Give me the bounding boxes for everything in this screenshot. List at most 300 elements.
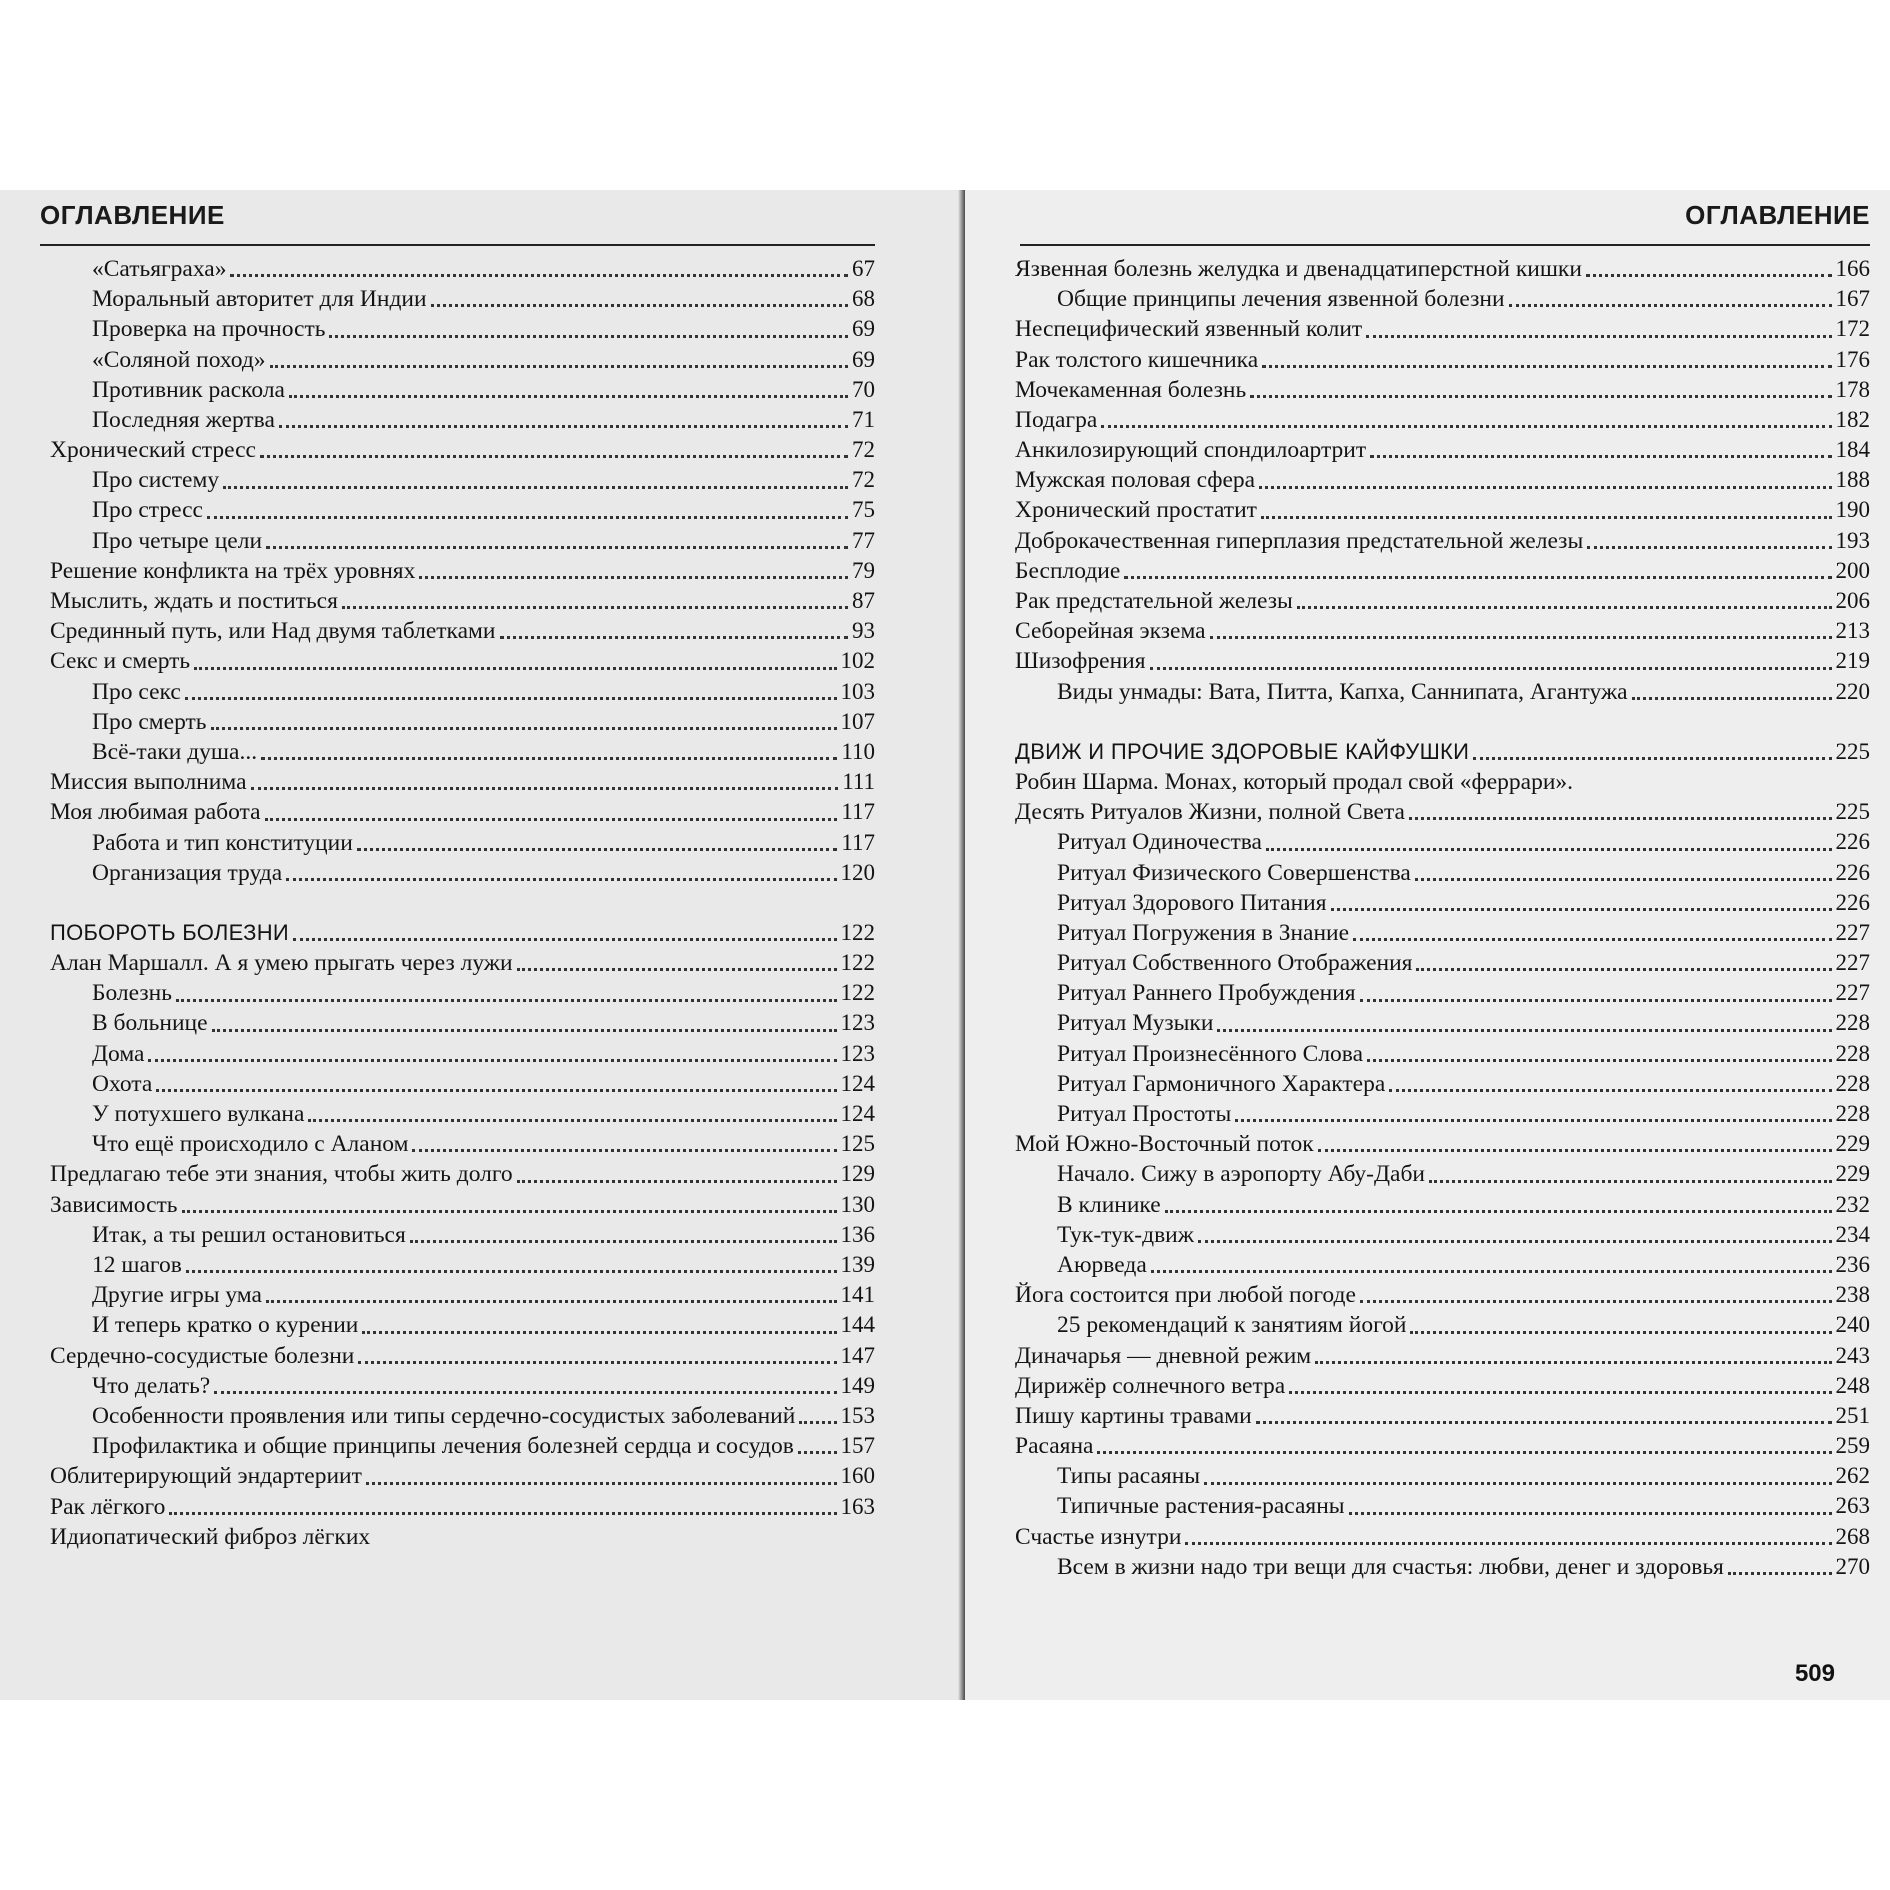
toc-entry-page: 228 <box>1835 1101 1870 1127</box>
toc-entry-page: 234 <box>1835 1221 1870 1247</box>
toc-entry <box>50 1461 875 1491</box>
toc-entry <box>1015 1552 1870 1582</box>
dot-leader <box>1151 1270 1832 1273</box>
toc-entry <box>1015 616 1870 646</box>
toc-entry-title: Мой Южно-Восточный поток <box>1015 1131 1314 1158</box>
toc-entry-page: 129 <box>840 1161 875 1187</box>
toc-entry-title: И теперь кратко о курении <box>92 1312 359 1339</box>
dot-leader <box>1097 1451 1831 1454</box>
toc-entry-page: 69 <box>852 346 875 372</box>
toc-entry-title: Работа и тип конституции <box>92 829 353 856</box>
toc-entry-title: Про смерть <box>92 708 207 735</box>
toc-entry <box>50 828 875 858</box>
right-page <box>965 190 1890 1700</box>
toc-entry-title: 25 рекомендаций к занятиям йогой <box>1057 1312 1407 1339</box>
toc-entry-title: Итак, а ты решил остановиться <box>92 1221 406 1248</box>
toc-entry-title: Виды унмады: Вата, Питта, Капха, Саннипата, Агантужа <box>1057 678 1628 705</box>
toc-entry-page: 120 <box>840 859 875 885</box>
toc-entry <box>50 767 875 797</box>
toc-entry-page: 149 <box>840 1372 875 1398</box>
toc-entry-page: 206 <box>1835 588 1870 614</box>
dot-leader <box>293 938 837 941</box>
dot-leader <box>431 304 848 307</box>
dot-leader <box>279 425 848 428</box>
dot-leader <box>1315 1361 1831 1364</box>
dot-leader <box>1217 1029 1831 1032</box>
toc-entry-page: 232 <box>1835 1191 1870 1217</box>
toc-entry-page: 153 <box>840 1402 875 1428</box>
toc-entry-page: 87 <box>852 588 875 614</box>
dot-leader <box>1415 878 1832 881</box>
toc-entry-title: Аюрведа <box>1057 1251 1147 1278</box>
dot-leader <box>358 1361 836 1364</box>
dot-leader <box>342 606 848 609</box>
toc-entry-page: 193 <box>1835 527 1870 553</box>
toc-entry-page: 263 <box>1835 1493 1870 1519</box>
toc-entry <box>1015 888 1870 918</box>
dot-leader <box>207 516 848 519</box>
toc-entry <box>50 526 875 556</box>
toc-entry-page: 122 <box>840 980 875 1006</box>
toc-entry <box>1015 586 1870 616</box>
dot-leader <box>265 818 838 821</box>
toc-entry-title: Что делать? <box>92 1372 211 1399</box>
toc-entry-title: Счастье изнутри <box>1015 1523 1182 1550</box>
toc-entry-page: 270 <box>1835 1553 1870 1579</box>
dot-leader <box>289 395 848 398</box>
dot-leader <box>156 1089 836 1092</box>
toc-entry-page: 213 <box>1835 618 1870 644</box>
toc-entry <box>50 586 875 616</box>
toc-entry <box>1015 646 1870 676</box>
toc-entry-page: 68 <box>852 286 875 312</box>
toc-entry <box>1015 1009 1870 1039</box>
toc-entry <box>50 1522 875 1552</box>
toc-section-entry <box>1015 737 1870 767</box>
toc-entry <box>1015 435 1870 465</box>
toc-entry <box>50 1401 875 1431</box>
dot-leader <box>260 455 848 458</box>
toc-entry-title: Особенности проявления или типы сердечно-сосудистых заболеваний <box>92 1402 796 1429</box>
dot-leader <box>1204 1482 1831 1485</box>
toc-entry-page: 130 <box>840 1191 875 1217</box>
toc-entry <box>50 858 875 888</box>
dot-leader <box>185 697 837 700</box>
dot-leader <box>261 757 837 760</box>
toc-entry <box>50 1492 875 1522</box>
dot-leader <box>251 787 839 790</box>
toc-entry-page: 229 <box>1835 1131 1870 1157</box>
toc-entry-page: 225 <box>1835 799 1870 825</box>
toc-entry-page: 67 <box>852 255 875 281</box>
toc-entry-title: Другие игры ума <box>92 1282 262 1309</box>
toc-entry-page: 167 <box>1835 286 1870 312</box>
dot-leader <box>1509 304 1832 307</box>
toc-entry-page: 110 <box>841 738 875 764</box>
toc-entry-title: Общие принципы лечения язвенной болезни <box>1057 286 1505 313</box>
toc-entry-page: 229 <box>1835 1161 1870 1187</box>
toc-entry <box>50 1009 875 1039</box>
toc-entry-title: Язвенная болезнь желудка и двенадцатиперстной кишки <box>1015 255 1582 282</box>
toc-entry <box>50 1190 875 1220</box>
toc-entry-page: 102 <box>840 648 875 674</box>
toc-entry-page: 200 <box>1835 557 1870 583</box>
toc-entry-title: Себорейная экзема <box>1015 618 1206 645</box>
dot-leader <box>1262 365 1831 368</box>
toc-entry <box>1015 556 1870 586</box>
dot-leader <box>266 1300 837 1303</box>
dot-leader <box>412 1149 836 1152</box>
toc-entry-title: Ритуал Раннего Пробуждения <box>1057 980 1356 1007</box>
toc-entry-page: 107 <box>840 708 875 734</box>
dot-leader <box>223 486 848 489</box>
toc-entry-title: Анкилозирующий спондилоартрит <box>1015 437 1367 464</box>
toc-entry-title: Подагра <box>1015 406 1098 433</box>
toc-entry-title: В клинике <box>1057 1191 1161 1218</box>
dot-leader <box>1410 1331 1831 1334</box>
dot-leader <box>410 1240 837 1243</box>
toc-entry-title: Зависимость <box>50 1191 178 1218</box>
toc-entry-page: 188 <box>1835 467 1870 493</box>
toc-entry-page: 238 <box>1835 1282 1870 1308</box>
dot-leader <box>1366 335 1831 338</box>
toc-entry-page: 226 <box>1835 859 1870 885</box>
dot-leader <box>286 878 836 881</box>
toc-entry-page: 77 <box>852 527 875 553</box>
toc-entry-page: 93 <box>852 618 875 644</box>
toc-entry <box>50 1159 875 1189</box>
dot-leader <box>266 546 848 549</box>
toc-entry-title: Секс и смерть <box>50 648 191 675</box>
toc-entry <box>1015 1431 1870 1461</box>
toc-entry <box>1015 948 1870 978</box>
toc-entry-page: 69 <box>852 316 875 342</box>
toc-entry <box>1015 1190 1870 1220</box>
toc-section-entry <box>50 918 875 948</box>
toc-entry-title: Мочекаменная болезнь <box>1015 376 1247 403</box>
dot-leader <box>1250 395 1831 398</box>
dot-leader <box>270 365 848 368</box>
dot-leader <box>186 1270 837 1273</box>
toc-entry <box>1015 1099 1870 1129</box>
toc-entry-title: Мыслить, ждать и поститься <box>50 588 338 615</box>
toc-entry <box>1015 1522 1870 1552</box>
toc-entry-page: 122 <box>840 919 875 945</box>
toc-entry <box>50 1341 875 1371</box>
toc-entry-page: 259 <box>1835 1433 1870 1459</box>
book-spread <box>0 190 1890 1700</box>
toc-entry <box>1015 1461 1870 1491</box>
dot-leader <box>1235 1119 1831 1122</box>
toc-entry-title: Диначарья — дневной режим <box>1015 1342 1312 1369</box>
toc-entry-title: 12 шагов <box>92 1251 182 1278</box>
toc-entry <box>50 737 875 767</box>
toc-entry <box>50 284 875 314</box>
dot-leader <box>1389 1089 1831 1092</box>
toc-entry <box>1015 375 1870 405</box>
toc-entry <box>50 1069 875 1099</box>
toc-entry-page: 72 <box>852 437 875 463</box>
toc-entry <box>1015 1280 1870 1310</box>
toc-entry <box>50 405 875 435</box>
toc-entry-page: 75 <box>852 497 875 523</box>
dot-leader <box>798 1451 837 1454</box>
dot-leader <box>1728 1572 1832 1575</box>
toc-entry <box>1015 1159 1870 1189</box>
dot-leader <box>1289 1391 1831 1394</box>
toc-entry-page: 141 <box>840 1282 875 1308</box>
dot-leader <box>1101 425 1831 428</box>
toc-entry-title: Про стресс <box>92 497 203 524</box>
toc-entry-page: 144 <box>840 1312 875 1338</box>
dot-leader <box>194 667 836 670</box>
toc-entry-page: 182 <box>1835 406 1870 432</box>
toc-entry <box>1015 314 1870 344</box>
toc-entry <box>1015 918 1870 948</box>
toc-entry-title: Ритуал Произнесённого Слова <box>1057 1040 1364 1067</box>
toc-entry-page: 122 <box>840 950 875 976</box>
toc-entry-title: Что ещё происходило с Аланом <box>92 1131 409 1158</box>
running-head: ОГЛАВЛЕНИЕ <box>1685 200 1870 230</box>
toc-entry <box>1015 767 1870 797</box>
toc-entry-title: Начало. Сижу в аэропорту Абу-Даби <box>1057 1161 1426 1188</box>
dot-leader <box>517 1180 837 1183</box>
toc-entry-title: Ритуал Погружения в Знание <box>1057 919 1350 946</box>
toc-entry <box>50 707 875 737</box>
dot-leader <box>419 576 848 579</box>
toc-entry-page: 243 <box>1835 1342 1870 1368</box>
toc-entry-page: 125 <box>840 1131 875 1157</box>
toc-entry-title: Срединный путь, или Над двумя таблетками <box>50 618 496 645</box>
dot-leader <box>230 274 848 277</box>
toc-entry <box>1015 978 1870 1008</box>
toc-entry-title: Моя любимая работа <box>50 799 261 826</box>
dot-leader <box>1360 999 1832 1002</box>
toc-entry-title: Проверка на прочность <box>92 316 326 343</box>
toc-entry-title: Про четыре цели <box>92 527 263 554</box>
toc-entry <box>50 1129 875 1159</box>
toc-entry <box>50 616 875 646</box>
toc-entry-title: ПОБОРОТЬ БОЛЕЗНИ <box>50 919 289 945</box>
dot-leader <box>1370 455 1831 458</box>
toc-entry-page: 228 <box>1835 1040 1870 1066</box>
dot-leader <box>1587 546 1831 549</box>
toc-entry-title: Миссия выполнима <box>50 769 247 796</box>
toc-entry <box>1015 858 1870 888</box>
dot-leader <box>1416 968 1831 971</box>
dot-leader <box>362 1331 836 1334</box>
toc-entry <box>1015 827 1870 857</box>
toc-entry-page: 228 <box>1835 1010 1870 1036</box>
toc-entry-page: 147 <box>840 1342 875 1368</box>
toc-entry <box>50 1431 875 1461</box>
header-rule <box>1020 244 1870 246</box>
toc-entry-title: Организация труда <box>92 859 283 886</box>
dot-leader <box>1185 1542 1831 1545</box>
toc-list <box>50 254 875 1552</box>
left-page <box>0 190 965 1700</box>
toc-entry-title: Решение конфликта на трёх уровнях <box>50 557 416 584</box>
dot-leader <box>500 636 849 639</box>
toc-entry <box>1015 496 1870 526</box>
toc-entry-page: 72 <box>852 467 875 493</box>
toc-entry-title: Рак лёгкого <box>50 1493 166 1520</box>
toc-entry <box>50 465 875 495</box>
toc-entry <box>50 1280 875 1310</box>
toc-entry-page: 176 <box>1835 346 1870 372</box>
toc-entry <box>1015 465 1870 495</box>
dot-leader <box>169 1512 836 1515</box>
toc-entry-title: Дома <box>92 1040 145 1067</box>
header-rule <box>40 244 875 246</box>
toc-entry-title: Ритуал Одиночества <box>1057 829 1262 856</box>
toc-entry <box>1015 677 1870 707</box>
dot-leader <box>1318 1149 1832 1152</box>
toc-entry <box>50 797 875 827</box>
toc-entry <box>50 1371 875 1401</box>
toc-entry-page: 103 <box>840 678 875 704</box>
dot-leader <box>1331 908 1832 911</box>
toc-entry <box>50 375 875 405</box>
toc-entry-title: Сердечно-сосудистые болезни <box>50 1342 355 1369</box>
toc-entry-title: Ритуал Гармоничного Характера <box>1057 1070 1386 1097</box>
toc-entry-title: Про секс <box>92 678 181 705</box>
toc-entry-page: 240 <box>1835 1312 1870 1338</box>
toc-entry-page: 227 <box>1835 950 1870 976</box>
dot-leader <box>308 1119 836 1122</box>
toc-entry-page: 172 <box>1835 316 1870 342</box>
toc-entry-title: Неспецифический язвенный колит <box>1015 316 1363 343</box>
dot-leader <box>1367 1059 1831 1062</box>
dot-leader <box>517 968 837 971</box>
dot-leader <box>1409 817 1832 820</box>
toc-entry-title: Типы расаяны <box>1057 1463 1201 1490</box>
dot-leader <box>148 1059 836 1062</box>
toc-entry-title: Йога состоится при любой погоде <box>1015 1282 1356 1309</box>
dot-leader <box>1165 1210 1832 1213</box>
toc-entry-title: Рак толстого кишечника <box>1015 346 1259 373</box>
toc-entry-title: Десять Ритуалов Жизни, полной Света <box>1015 799 1405 826</box>
toc-entry-page: 124 <box>840 1070 875 1096</box>
toc-entry <box>1015 254 1870 284</box>
dot-leader <box>176 999 837 1002</box>
toc-entry-page: 71 <box>852 406 875 432</box>
toc-entry-title: Расаяна <box>1015 1433 1094 1460</box>
toc-entry-page: 123 <box>840 1040 875 1066</box>
toc-entry-page: 262 <box>1835 1463 1870 1489</box>
toc-entry-title: Ритуал Собственного Отображения <box>1057 950 1413 977</box>
dot-leader <box>1473 757 1831 760</box>
toc-entry-title: Охота <box>92 1070 153 1097</box>
toc-entry-page: 70 <box>852 376 875 402</box>
toc-entry-title: Мужская половая сфера <box>1015 467 1256 494</box>
toc-entry <box>50 314 875 344</box>
toc-entry-title: Про систему <box>92 467 220 494</box>
toc-entry <box>1015 1310 1870 1340</box>
toc-list <box>1015 254 1870 1582</box>
dot-leader <box>1256 1421 1832 1424</box>
toc-entry-title: Шизофрения <box>1015 648 1146 675</box>
toc-entry <box>1015 345 1870 375</box>
toc-entry-page: 225 <box>1835 738 1870 764</box>
dot-leader <box>1632 697 1832 700</box>
toc-entry <box>1015 1401 1870 1431</box>
toc-entry-page: 190 <box>1835 497 1870 523</box>
toc-entry-title: Ритуал Физического Совершенства <box>1057 859 1411 886</box>
toc-entry <box>50 978 875 1008</box>
page-number: 509 <box>1794 1660 1835 1687</box>
toc-entry <box>1015 1069 1870 1099</box>
toc-entry-title: Робин Шарма. Монах, который продал свой «феррари». <box>1015 768 1574 795</box>
dot-leader <box>1259 486 1831 489</box>
running-head: ОГЛАВЛЕНИЕ <box>40 200 225 230</box>
dot-leader <box>1124 576 1831 579</box>
toc-entry-page: 268 <box>1835 1523 1870 1549</box>
toc-entry-page: 227 <box>1835 980 1870 1006</box>
toc-entry-title: Ритуал Здорового Питания <box>1057 889 1327 916</box>
toc-entry-page: 228 <box>1835 1070 1870 1096</box>
toc-entry <box>50 1220 875 1250</box>
dot-leader <box>1210 636 1832 639</box>
toc-entry-page: 236 <box>1835 1251 1870 1277</box>
toc-entry-title: Доброкачественная гиперплазия предстательной железы <box>1015 527 1584 554</box>
dot-leader <box>1429 1180 1831 1183</box>
toc-entry <box>50 435 875 465</box>
dot-leader <box>214 1391 836 1394</box>
toc-entry <box>1015 1492 1870 1522</box>
dot-leader <box>1349 1512 1832 1515</box>
toc-entry-title: Тук-тук-движ <box>1057 1221 1194 1248</box>
toc-entry-title: У потухшего вулкана <box>92 1101 305 1128</box>
toc-entry <box>1015 1129 1870 1159</box>
toc-entry <box>50 1310 875 1340</box>
toc-entry <box>1015 1039 1870 1069</box>
toc-entry-page: 123 <box>840 1010 875 1036</box>
toc-entry-title: «Соляной поход» <box>92 346 266 373</box>
toc-entry <box>1015 1341 1870 1371</box>
toc-entry-title: Идиопатический фиброз лёгких <box>50 1523 371 1550</box>
dot-leader <box>357 848 838 851</box>
toc-entry-page: 251 <box>1835 1402 1870 1428</box>
dot-leader <box>1266 848 1832 851</box>
toc-entry-page: 117 <box>841 829 875 855</box>
toc-entry-title: Ритуал Музыки <box>1057 1010 1214 1037</box>
toc-entry-title: Хронический простатит <box>1015 497 1257 524</box>
dot-leader <box>366 1482 837 1485</box>
toc-entry <box>50 948 875 978</box>
toc-entry-title: Рак предстательной железы <box>1015 588 1293 615</box>
toc-entry-title: Ритуал Простоты <box>1057 1101 1232 1128</box>
toc-entry-page: 220 <box>1835 678 1870 704</box>
dot-leader <box>1198 1240 1832 1243</box>
toc-entry-page: 117 <box>841 799 875 825</box>
toc-entry-title: Последняя жертва <box>92 406 275 433</box>
toc-entry <box>50 254 875 284</box>
toc-entry <box>50 646 875 676</box>
toc-entry-title: Дирижёр солнечного ветра <box>1015 1372 1286 1399</box>
toc-entry <box>1015 1371 1870 1401</box>
toc-entry-title: Хронический стресс <box>50 437 256 464</box>
toc-entry-title: Типичные растения-расаяны <box>1057 1493 1345 1520</box>
toc-entry-page: 79 <box>852 557 875 583</box>
toc-entry-page: 226 <box>1835 889 1870 915</box>
dot-leader <box>1360 1300 1832 1303</box>
toc-entry <box>50 496 875 526</box>
dot-leader <box>1150 667 1832 670</box>
toc-entry <box>1015 526 1870 556</box>
dot-leader <box>329 335 848 338</box>
toc-entry <box>1015 797 1870 827</box>
